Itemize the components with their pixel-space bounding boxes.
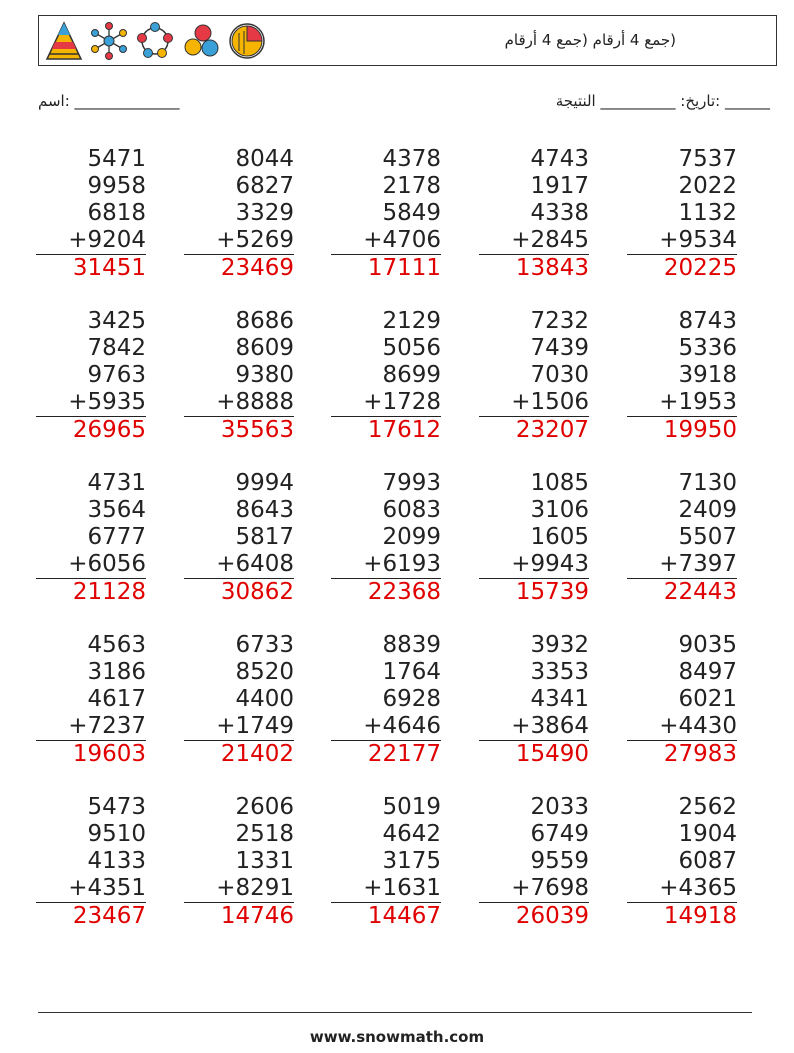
addend: 6749 [530, 821, 589, 847]
addition-problem [184, 146, 294, 282]
addend: 3564 [87, 497, 146, 523]
answer: 26965 [72, 417, 146, 443]
addend: 8839 [382, 632, 441, 658]
answer: 14467 [367, 903, 441, 929]
addend-with-plus: +6408 [184, 551, 294, 579]
addend: 9763 [87, 362, 146, 388]
addition-problem [36, 146, 146, 282]
addend-with-plus: +4706 [331, 227, 441, 255]
answer: 23469 [220, 255, 294, 281]
addend: 3918 [678, 362, 737, 388]
cycle-icon [135, 21, 175, 61]
answer: 19950 [663, 417, 737, 443]
addend: 9994 [235, 470, 294, 496]
answer: 21128 [72, 579, 146, 605]
addend: 2518 [235, 821, 294, 847]
addend-with-plus: +8291 [184, 875, 294, 903]
addend: 6083 [382, 497, 441, 523]
addend: 1331 [235, 848, 294, 874]
pie-icon [227, 21, 267, 61]
addend: 4133 [87, 848, 146, 874]
answer: 30862 [220, 579, 294, 605]
footer-divider [38, 1012, 752, 1013]
addend: 2022 [678, 173, 737, 199]
addend: 4378 [382, 146, 441, 172]
answer: 20225 [663, 255, 737, 281]
addend: 4617 [87, 686, 146, 712]
addend-with-plus: +5935 [36, 389, 146, 417]
addend: 5507 [678, 524, 737, 550]
addend-with-plus: +3864 [479, 713, 589, 741]
addition-problem [331, 308, 441, 444]
addend: 2033 [530, 794, 589, 820]
addend: 5817 [235, 524, 294, 550]
addition-problem [479, 632, 589, 768]
addend-with-plus: +1728 [331, 389, 441, 417]
addition-problem [479, 794, 589, 930]
addend: 5471 [87, 146, 146, 172]
answer: 27983 [663, 741, 737, 767]
addition-problem [184, 470, 294, 606]
addend: 5336 [678, 335, 737, 361]
addition-problem [479, 308, 589, 444]
addend: 3353 [530, 659, 589, 685]
addend: 8699 [382, 362, 441, 388]
addend: 5019 [382, 794, 441, 820]
answer: 17612 [367, 417, 441, 443]
addition-problem [479, 470, 589, 606]
addend: 8643 [235, 497, 294, 523]
addition-problem [36, 308, 146, 444]
worksheet-header [38, 15, 777, 66]
addend: 9035 [678, 632, 737, 658]
addend: 4400 [235, 686, 294, 712]
addend: 3186 [87, 659, 146, 685]
addend: 2562 [678, 794, 737, 820]
addend-with-plus: +7397 [627, 551, 737, 579]
addition-problem [627, 146, 737, 282]
addend-with-plus: +1953 [627, 389, 737, 417]
addend-with-plus: +1506 [479, 389, 589, 417]
addend: 3175 [382, 848, 441, 874]
addend-with-plus: +1749 [184, 713, 294, 741]
addend: 3932 [530, 632, 589, 658]
addition-problem [184, 632, 294, 768]
addend-with-plus: +7237 [36, 713, 146, 741]
answer: 14746 [220, 903, 294, 929]
answer: 31451 [72, 255, 146, 281]
addend-with-plus: +6056 [36, 551, 146, 579]
addend: 7439 [530, 335, 589, 361]
pyramid-icon [45, 21, 83, 61]
addend: 3106 [530, 497, 589, 523]
addend: 3329 [235, 200, 294, 226]
addend: 4642 [382, 821, 441, 847]
addition-problem [627, 794, 737, 930]
addend: 7993 [382, 470, 441, 496]
addend: 7842 [87, 335, 146, 361]
addend: 6777 [87, 524, 146, 550]
addend: 1917 [530, 173, 589, 199]
addend: 1904 [678, 821, 737, 847]
addend: 4731 [87, 470, 146, 496]
addition-problem [331, 632, 441, 768]
answer: 19603 [72, 741, 146, 767]
addend: 5849 [382, 200, 441, 226]
addend-with-plus: +4646 [331, 713, 441, 741]
footer-url: www.snowmath.com [309, 1028, 485, 1046]
answer: 13843 [515, 255, 589, 281]
addend: 8520 [235, 659, 294, 685]
addition-problem [331, 794, 441, 930]
addition-problem [627, 632, 737, 768]
addend: 9958 [87, 173, 146, 199]
addend: 8743 [678, 308, 737, 334]
addition-problem [36, 632, 146, 768]
addition-problem [331, 470, 441, 606]
date-score-line: ______ :تاريخ: __________ النتيجة [555, 92, 770, 110]
icon-strip [45, 20, 267, 62]
addition-problem [184, 794, 294, 930]
addend: 4743 [530, 146, 589, 172]
addend: 6827 [235, 173, 294, 199]
addend: 2129 [382, 308, 441, 334]
addition-problem [627, 308, 737, 444]
addend: 6021 [678, 686, 737, 712]
addend: 1764 [382, 659, 441, 685]
addend-with-plus: +9943 [479, 551, 589, 579]
addend: 8044 [235, 146, 294, 172]
addend: 8609 [235, 335, 294, 361]
answer: 35563 [220, 417, 294, 443]
venn-icon [181, 21, 221, 61]
addend: 4563 [87, 632, 146, 658]
answer: 15490 [515, 741, 589, 767]
addend: 8686 [235, 308, 294, 334]
answer: 17111 [367, 255, 441, 281]
addend: 7030 [530, 362, 589, 388]
addend: 7537 [678, 146, 737, 172]
addend-with-plus: +6193 [331, 551, 441, 579]
addend: 2099 [382, 524, 441, 550]
addend: 7232 [530, 308, 589, 334]
addend: 2606 [235, 794, 294, 820]
answer: 23467 [72, 903, 146, 929]
addend: 6733 [235, 632, 294, 658]
name-line: ______________ :اسم [38, 92, 180, 110]
worksheet-title: (جمع 4 أرقام (جمع 4 أرقام [504, 31, 676, 49]
addend-with-plus: +4430 [627, 713, 737, 741]
answer: 22368 [367, 579, 441, 605]
addend: 7130 [678, 470, 737, 496]
addend: 9380 [235, 362, 294, 388]
addend: 5473 [87, 794, 146, 820]
addend: 4338 [530, 200, 589, 226]
addend-with-plus: +8888 [184, 389, 294, 417]
addend: 1132 [678, 200, 737, 226]
addend: 6928 [382, 686, 441, 712]
answer: 15739 [515, 579, 589, 605]
answer: 21402 [220, 741, 294, 767]
addend: 2178 [382, 173, 441, 199]
addend: 8497 [678, 659, 737, 685]
addition-problem [36, 794, 146, 930]
addend: 4341 [530, 686, 589, 712]
addition-problem [331, 146, 441, 282]
addend-with-plus: +4351 [36, 875, 146, 903]
addend-with-plus: +7698 [479, 875, 589, 903]
addend: 6818 [87, 200, 146, 226]
addition-problem [627, 470, 737, 606]
addend-with-plus: +1631 [331, 875, 441, 903]
answer: 26039 [515, 903, 589, 929]
answer: 14918 [663, 903, 737, 929]
addition-problem [36, 470, 146, 606]
addend: 9510 [87, 821, 146, 847]
addend-with-plus: +2845 [479, 227, 589, 255]
addend-with-plus: +9534 [627, 227, 737, 255]
addend: 9559 [530, 848, 589, 874]
addend: 5056 [382, 335, 441, 361]
addend-with-plus: +5269 [184, 227, 294, 255]
addend-with-plus: +4365 [627, 875, 737, 903]
addend: 2409 [678, 497, 737, 523]
addend-with-plus: +9204 [36, 227, 146, 255]
addend: 6087 [678, 848, 737, 874]
answer: 22443 [663, 579, 737, 605]
answer: 23207 [515, 417, 589, 443]
answer: 22177 [367, 741, 441, 767]
addend: 1085 [530, 470, 589, 496]
addition-problem [479, 146, 589, 282]
addend: 1605 [530, 524, 589, 550]
network-icon [89, 21, 129, 61]
addition-problem [184, 308, 294, 444]
addend: 3425 [87, 308, 146, 334]
